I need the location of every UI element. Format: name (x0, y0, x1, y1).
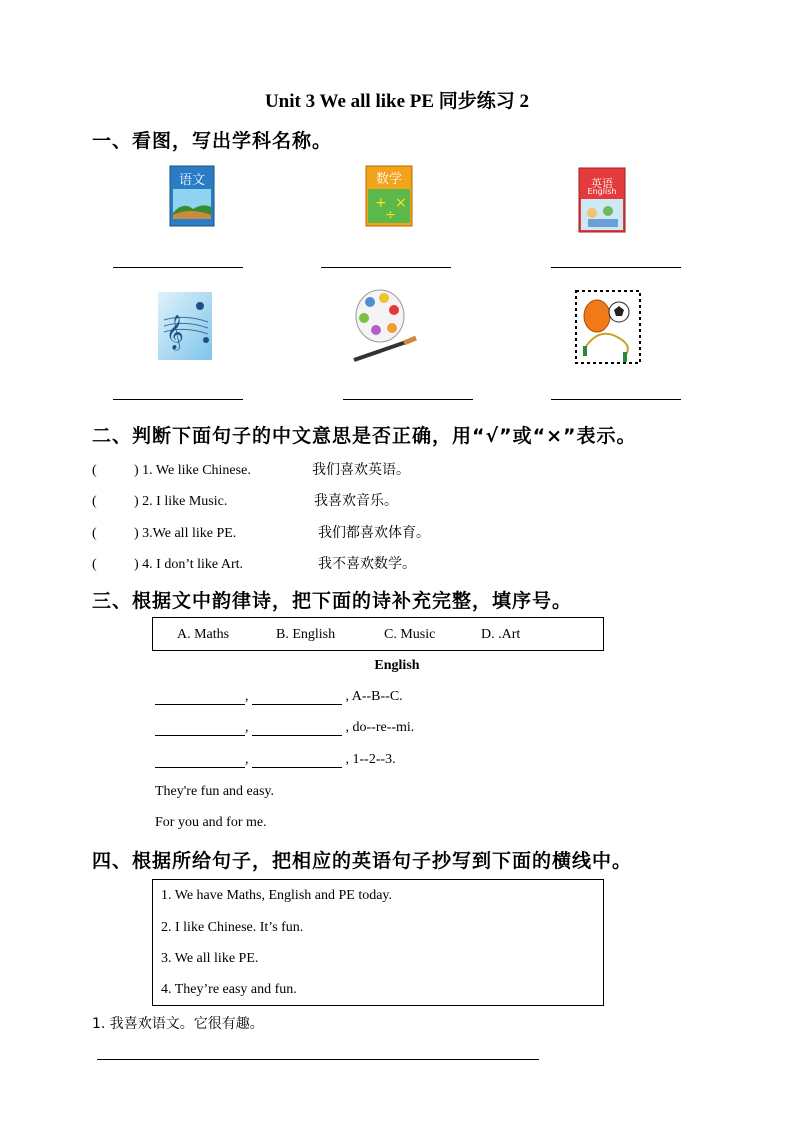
svg-text:×: × (395, 195, 407, 211)
fill-blank[interactable] (252, 690, 342, 705)
fill-blank[interactable] (155, 690, 245, 705)
sentence-4: 4. They’re easy and fun. (161, 982, 297, 997)
answer-line-1[interactable] (97, 1059, 539, 1060)
fill-blank[interactable] (155, 753, 245, 768)
answer-blank-3[interactable] (551, 267, 681, 268)
fill-blank[interactable] (252, 753, 342, 768)
page-title: Unit 3 We all like PE 同步练习 2 (264, 91, 530, 112)
maths-book-icon (365, 165, 413, 227)
english-book-label: 英语 (591, 177, 613, 190)
pe-ball-rope-icon (575, 290, 641, 364)
sentence-box (152, 879, 604, 1006)
poem-line: , , 1--2--3. (155, 752, 396, 768)
art-palette-icon (352, 288, 418, 364)
fill-blank[interactable] (155, 721, 245, 736)
svg-text:÷: ÷ (385, 208, 396, 223)
fill-blank[interactable] (252, 721, 342, 736)
answer-blank-4[interactable] (113, 399, 243, 400)
answer-blank-1[interactable] (113, 267, 243, 268)
option-a: A. Maths (177, 627, 230, 642)
question-1: 1. 我喜欢语文。它很有趣。 (92, 1016, 264, 1032)
sentence-1: 1. We have Maths, English and PE today. (161, 888, 393, 903)
answer-blank-6[interactable] (551, 399, 681, 400)
english-book-icon (578, 167, 626, 233)
poem-title: English (374, 658, 420, 673)
poem-line: , , do--re--mi. (155, 720, 414, 736)
poem-line-4: They're fun and easy. (155, 784, 275, 799)
poem-line: , , A--B--C. (155, 689, 403, 705)
judge-item: ( ) 1. We like Chinese. 我们喜欢英语。 (92, 462, 410, 478)
answer-blank-5[interactable] (343, 399, 473, 400)
maths-book-label: 数学 (375, 172, 402, 187)
music-notes-icon (158, 292, 212, 360)
judge-item: ( ) 3.We all like PE. 我们都喜欢体育。 (92, 525, 430, 541)
option-d: D. .Art (481, 627, 521, 642)
chinese-book-label: 语文 (178, 173, 205, 188)
section2-heading: 二、判断下面句子的中文意思是否正确，用“√”或“×”表示。 (92, 425, 637, 447)
options-box (152, 617, 604, 651)
section3-heading: 三、根据文中韵律诗，把下面的诗补充完整，填序号。 (92, 590, 573, 612)
judge-item: ( ) 4. I don’t like Art. 我不喜欢数学。 (92, 556, 416, 572)
option-b: B. English (276, 627, 336, 642)
section1-heading: 一、看图，写出学科名称。 (92, 130, 333, 152)
answer-blank-2[interactable] (321, 267, 451, 268)
svg-text:𝄞: 𝄞 (166, 315, 184, 350)
svg-text:+: + (375, 195, 387, 211)
english-book-sublabel: English (587, 187, 617, 196)
sentence-2: 2. I like Chinese. It’s fun. (161, 920, 304, 935)
sentence-3: 3. We all like PE. (161, 951, 259, 966)
judge-item: ( ) 2. I like Music. 我喜欢音乐。 (92, 493, 398, 509)
option-c: C. Music (384, 627, 436, 642)
section4-heading: 四、根据所给句子，把相应的英语句子抄写到下面的横线中。 (92, 850, 633, 872)
chinese-book-icon (169, 165, 215, 227)
poem-line-5: For you and for me. (155, 815, 267, 830)
